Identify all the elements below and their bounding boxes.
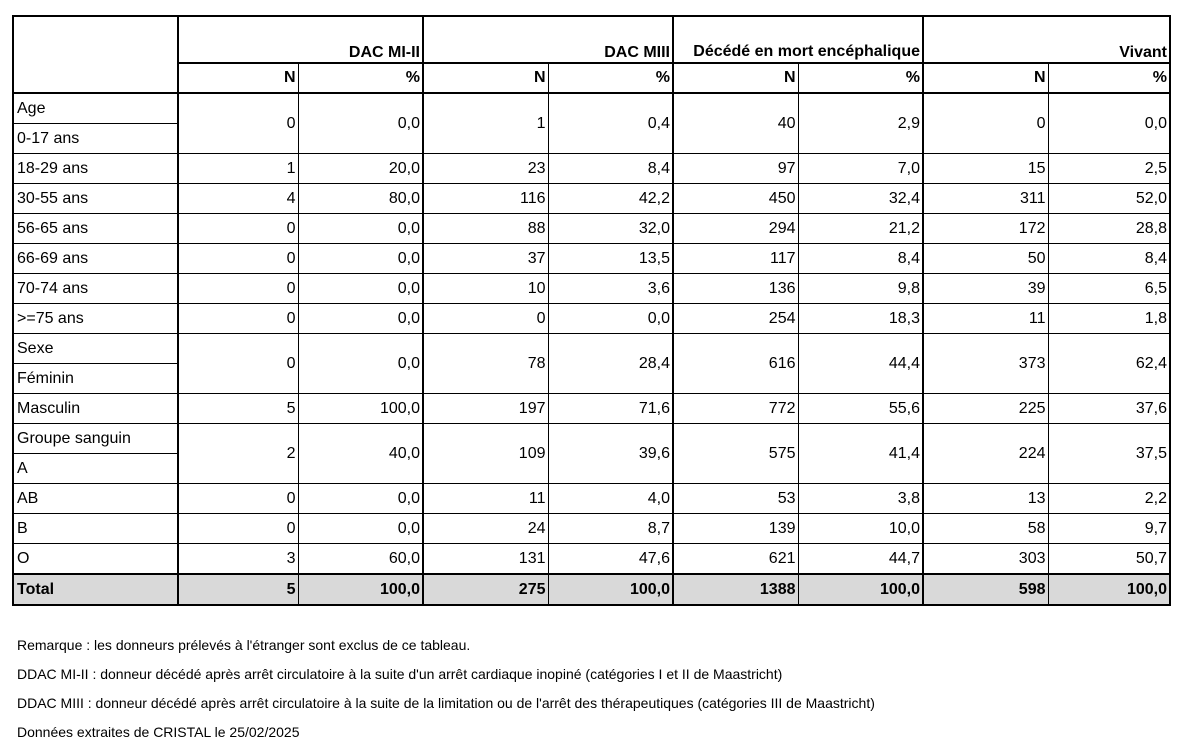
footnote-line: Données extraites de CRISTAL le 25/02/2025 xyxy=(17,724,300,740)
section-label: Groupe sanguin xyxy=(14,424,177,454)
cell-n: 131 xyxy=(423,544,548,575)
cell-n: 772 xyxy=(673,394,798,424)
cell-n: 136 xyxy=(673,274,798,304)
cell-pct: 42,2 xyxy=(548,184,673,214)
cell-n: 575 xyxy=(673,424,798,484)
total-row xyxy=(13,574,1170,605)
cell-pct: 18,3 xyxy=(798,304,923,334)
cell-pct: 0,0 xyxy=(1048,93,1170,154)
cell-pct: 6,5 xyxy=(1048,274,1170,304)
cell-n: 97 xyxy=(673,154,798,184)
cell-pct: 4,0 xyxy=(548,484,673,514)
table-row xyxy=(13,424,1170,484)
header-group-dac-mi-ii: DAC MI-II xyxy=(178,16,423,63)
row-label: >=75 ans xyxy=(13,304,178,334)
cell-pct: 39,6 xyxy=(548,424,673,484)
cell-pct: 3,6 xyxy=(548,274,673,304)
cell-pct: 10,0 xyxy=(798,514,923,544)
cell-pct: 52,0 xyxy=(1048,184,1170,214)
header-pct: % xyxy=(798,63,923,93)
cell-n: 254 xyxy=(673,304,798,334)
table-row xyxy=(13,93,1170,154)
cell-pct: 55,6 xyxy=(798,394,923,424)
cell-pct: 20,0 xyxy=(298,154,423,184)
cell-n: 1 xyxy=(423,93,548,154)
table-row xyxy=(13,334,1170,394)
cell-n: 88 xyxy=(423,214,548,244)
cell-pct: 0,0 xyxy=(298,304,423,334)
cell-n: 13 xyxy=(923,484,1048,514)
cell-n: 58 xyxy=(923,514,1048,544)
cell-pct: 80,0 xyxy=(298,184,423,214)
total-n: 275 xyxy=(423,574,548,605)
cell-pct: 28,8 xyxy=(1048,214,1170,244)
table-row xyxy=(13,184,1170,214)
header-group-dac-miii: DAC MIII xyxy=(423,16,673,63)
donor-table xyxy=(12,15,1171,606)
cell-n: 15 xyxy=(923,154,1048,184)
cell-n: 23 xyxy=(423,154,548,184)
total-pct: 100,0 xyxy=(798,574,923,605)
cell-pct: 2,5 xyxy=(1048,154,1170,184)
cell-n: 0 xyxy=(178,93,298,154)
cell-n: 0 xyxy=(178,304,298,334)
cell-pct: 100,0 xyxy=(298,394,423,424)
section-label: Sexe xyxy=(14,334,177,364)
row-label-group xyxy=(13,334,178,394)
total-pct: 100,0 xyxy=(1048,574,1170,605)
cell-pct: 21,2 xyxy=(798,214,923,244)
cell-n: 621 xyxy=(673,544,798,575)
table-row xyxy=(13,514,1170,544)
cell-pct: 50,7 xyxy=(1048,544,1170,575)
cell-pct: 28,4 xyxy=(548,334,673,394)
row-label: 18-29 ans xyxy=(13,154,178,184)
cell-pct: 0,0 xyxy=(298,274,423,304)
total-n: 1388 xyxy=(673,574,798,605)
cell-n: 0 xyxy=(178,334,298,394)
cell-pct: 2,9 xyxy=(798,93,923,154)
cell-n: 0 xyxy=(178,244,298,274)
cell-pct: 71,6 xyxy=(548,394,673,424)
cell-pct: 37,6 xyxy=(1048,394,1170,424)
row-label: Féminin xyxy=(17,370,74,387)
cell-pct: 62,4 xyxy=(1048,334,1170,394)
cell-pct: 8,4 xyxy=(798,244,923,274)
row-label: AB xyxy=(13,484,178,514)
header-pct: % xyxy=(298,63,423,93)
total-n: 5 xyxy=(178,574,298,605)
cell-pct: 37,5 xyxy=(1048,424,1170,484)
cell-pct: 32,4 xyxy=(798,184,923,214)
cell-pct: 44,7 xyxy=(798,544,923,575)
header-n: N xyxy=(178,63,298,93)
cell-n: 40 xyxy=(673,93,798,154)
cell-n: 10 xyxy=(423,274,548,304)
row-label: B xyxy=(13,514,178,544)
table-row xyxy=(13,154,1170,184)
cell-n: 117 xyxy=(673,244,798,274)
cell-n: 116 xyxy=(423,184,548,214)
cell-n: 303 xyxy=(923,544,1048,575)
row-label: 30-55 ans xyxy=(13,184,178,214)
header-pct: % xyxy=(1048,63,1170,93)
cell-pct: 47,6 xyxy=(548,544,673,575)
header-row-groups xyxy=(13,16,1170,63)
cell-n: 0 xyxy=(178,484,298,514)
row-label: 70-74 ans xyxy=(13,274,178,304)
cell-n: 0 xyxy=(923,93,1048,154)
header-group-vivant: Vivant xyxy=(923,16,1170,63)
total-label: Total xyxy=(13,574,178,605)
cell-pct: 0,4 xyxy=(548,93,673,154)
table-row xyxy=(13,214,1170,244)
cell-pct: 0,0 xyxy=(298,93,423,154)
cell-n: 78 xyxy=(423,334,548,394)
header-corner-cell xyxy=(13,16,178,93)
header-row-sub xyxy=(13,63,1170,93)
section-label: Age xyxy=(14,94,177,124)
row-label: A xyxy=(17,460,28,477)
footnote-line: DDAC MI-II : donneur décédé après arrêt circulatoire à la suite d'un arrêt cardiaque inopiné (catégories I et II de Maastricht) xyxy=(17,666,783,682)
cell-pct: 0,0 xyxy=(298,334,423,394)
cell-n: 39 xyxy=(923,274,1048,304)
total-n: 598 xyxy=(923,574,1048,605)
cell-pct: 7,0 xyxy=(798,154,923,184)
cell-n: 172 xyxy=(923,214,1048,244)
cell-pct: 9,7 xyxy=(1048,514,1170,544)
cell-n: 37 xyxy=(423,244,548,274)
cell-pct: 41,4 xyxy=(798,424,923,484)
cell-n: 24 xyxy=(423,514,548,544)
table-row xyxy=(13,544,1170,575)
cell-pct: 0,0 xyxy=(298,214,423,244)
cell-pct: 13,5 xyxy=(548,244,673,274)
cell-n: 311 xyxy=(923,184,1048,214)
table-row xyxy=(13,244,1170,274)
cell-n: 0 xyxy=(178,514,298,544)
table-row xyxy=(13,304,1170,334)
row-label-group xyxy=(13,93,178,154)
cell-n: 0 xyxy=(178,274,298,304)
footnote-line: DDAC MIII : donneur décédé après arrêt circulatoire à la suite de la limitation ou de l'arrêt des thérapeutiques (catégories III de Maastricht) xyxy=(17,695,875,711)
cell-n: 109 xyxy=(423,424,548,484)
cell-n: 294 xyxy=(673,214,798,244)
cell-n: 197 xyxy=(423,394,548,424)
row-label: O xyxy=(13,544,178,575)
row-label: 0-17 ans xyxy=(17,130,80,147)
cell-n: 616 xyxy=(673,334,798,394)
cell-pct: 8,4 xyxy=(548,154,673,184)
row-label: Masculin xyxy=(13,394,178,424)
cell-n: 5 xyxy=(178,394,298,424)
row-label: 56-65 ans xyxy=(13,214,178,244)
header-n: N xyxy=(673,63,798,93)
cell-n: 139 xyxy=(673,514,798,544)
cell-n: 53 xyxy=(673,484,798,514)
cell-pct: 44,4 xyxy=(798,334,923,394)
cell-n: 11 xyxy=(423,484,548,514)
cell-n: 0 xyxy=(423,304,548,334)
header-group-mort-encephalique: Décédé en mort encéphalique xyxy=(673,16,923,63)
cell-pct: 8,4 xyxy=(1048,244,1170,274)
footnotes xyxy=(17,636,875,752)
row-label: 66-69 ans xyxy=(13,244,178,274)
header-n: N xyxy=(423,63,548,93)
cell-n: 373 xyxy=(923,334,1048,394)
cell-n: 50 xyxy=(923,244,1048,274)
cell-n: 11 xyxy=(923,304,1048,334)
cell-n: 225 xyxy=(923,394,1048,424)
cell-pct: 2,2 xyxy=(1048,484,1170,514)
cell-n: 0 xyxy=(178,214,298,244)
cell-pct: 9,8 xyxy=(798,274,923,304)
cell-pct: 60,0 xyxy=(298,544,423,575)
cell-pct: 8,7 xyxy=(548,514,673,544)
cell-n: 4 xyxy=(178,184,298,214)
cell-n: 450 xyxy=(673,184,798,214)
total-pct: 100,0 xyxy=(298,574,423,605)
table-row xyxy=(13,274,1170,304)
table-row xyxy=(13,394,1170,424)
cell-n: 1 xyxy=(178,154,298,184)
table-row xyxy=(13,484,1170,514)
cell-n: 224 xyxy=(923,424,1048,484)
cell-pct: 0,0 xyxy=(298,484,423,514)
footnote-line: Remarque : les donneurs prélevés à l'étranger sont exclus de ce tableau. xyxy=(17,637,471,653)
cell-n: 3 xyxy=(178,544,298,575)
cell-pct: 1,8 xyxy=(1048,304,1170,334)
cell-pct: 0,0 xyxy=(298,514,423,544)
cell-pct: 32,0 xyxy=(548,214,673,244)
cell-pct: 0,0 xyxy=(298,244,423,274)
cell-pct: 40,0 xyxy=(298,424,423,484)
header-n: N xyxy=(923,63,1048,93)
row-label-group xyxy=(13,424,178,484)
cell-pct: 0,0 xyxy=(548,304,673,334)
cell-n: 2 xyxy=(178,424,298,484)
total-pct: 100,0 xyxy=(548,574,673,605)
cell-pct: 3,8 xyxy=(798,484,923,514)
header-pct: % xyxy=(548,63,673,93)
